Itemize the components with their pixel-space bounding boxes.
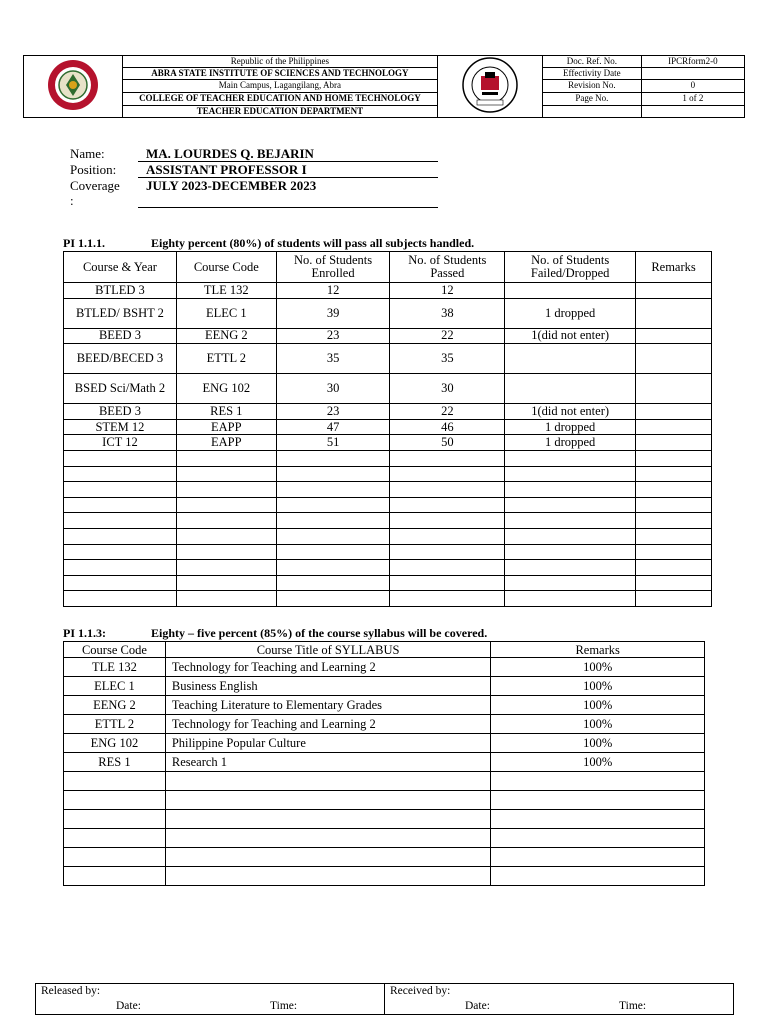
- table-row: [64, 283, 712, 299]
- empty-row: [64, 867, 705, 886]
- pi2-desc: Eighty – five percent (85%) of the course syllabus will be covered.: [151, 626, 488, 640]
- meta-label: Page No.: [542, 92, 641, 105]
- empty-row: [64, 513, 712, 529]
- pi2-code: PI 1.1.3:: [63, 626, 106, 640]
- table-cell: Teaching Literature to Elementary Grades: [165, 696, 490, 715]
- table-cell: 38: [390, 298, 505, 328]
- table-row: [64, 696, 705, 715]
- received-time-label: Time:: [619, 1000, 647, 1012]
- column-header: Course Code: [176, 252, 276, 283]
- table-cell: BEED/BECED 3: [64, 344, 177, 374]
- empty-row: [64, 560, 712, 576]
- meta-label: Effectivity Date: [542, 68, 641, 80]
- released-cell: [36, 984, 385, 1015]
- table-cell: 100%: [491, 715, 705, 734]
- released-label: Released by:: [41, 985, 101, 997]
- table-cell: TLE 132: [64, 658, 166, 677]
- table-cell: ELEC 1: [176, 298, 276, 328]
- table-row: [64, 435, 712, 451]
- table-row: [64, 344, 712, 374]
- header-line1: Republic of the Philippines: [122, 56, 437, 68]
- table-row: [64, 298, 712, 328]
- table-cell: 35: [390, 344, 505, 374]
- table-cell: BTLED 3: [64, 283, 177, 299]
- meta-value: 1 of 2: [641, 92, 744, 105]
- table-cell: [636, 344, 712, 374]
- coverage-label: Coverage: [70, 178, 120, 193]
- table-cell: EENG 2: [176, 328, 276, 344]
- pi1-title: [63, 236, 474, 251]
- college-seal-cell: [438, 56, 543, 118]
- pi1-table: [63, 251, 712, 607]
- table-cell: BTLED/ BSHT 2: [64, 298, 177, 328]
- released-date-label: Date:: [116, 1000, 141, 1012]
- empty-row: [64, 575, 712, 591]
- meta-value: 0: [641, 80, 744, 92]
- empty-row: [64, 544, 712, 560]
- table-cell: EAPP: [176, 435, 276, 451]
- underline: [138, 207, 438, 208]
- header-line2: ABRA STATE INSTITUTE OF SCIENCES AND TECHNOLOGY: [122, 68, 437, 80]
- table-cell: 1 dropped: [505, 435, 636, 451]
- empty-row: [64, 450, 712, 466]
- table-cell: 50: [390, 435, 505, 451]
- column-header: Remarks: [491, 642, 705, 658]
- released-time-label: Time:: [270, 1000, 298, 1012]
- table-cell: BSED Sci/Math 2: [64, 374, 177, 404]
- table-cell: [636, 404, 712, 420]
- empty-row: [64, 528, 712, 544]
- table-row: [64, 658, 705, 677]
- column-header: Course Code: [64, 642, 166, 658]
- pi2-table: [63, 641, 705, 886]
- meta-label: Revision No.: [542, 80, 641, 92]
- table-cell: 100%: [491, 677, 705, 696]
- table-cell: EAPP: [176, 419, 276, 435]
- table-cell: ETTL 2: [64, 715, 166, 734]
- table-cell: RES 1: [64, 753, 166, 772]
- table-cell: RES 1: [176, 404, 276, 420]
- table-row: [64, 753, 705, 772]
- table-row: [64, 404, 712, 420]
- empty-row: [64, 482, 712, 498]
- table-cell: 1 dropped: [505, 419, 636, 435]
- table-cell: 100%: [491, 696, 705, 715]
- table-header-row: [64, 642, 705, 658]
- received-date-label: Date:: [465, 1000, 490, 1012]
- pi1-code: PI 1.1.1.: [63, 236, 105, 250]
- table-cell: ENG 102: [176, 374, 276, 404]
- table-cell: 1(did not enter): [505, 404, 636, 420]
- column-header: No. of Students Enrolled: [276, 252, 390, 283]
- meta-blank: [542, 105, 641, 117]
- empty-row: [64, 591, 712, 607]
- table-cell: 46: [390, 419, 505, 435]
- column-header: No. of Students Passed: [390, 252, 505, 283]
- table-cell: 1 dropped: [505, 298, 636, 328]
- position-value: ASSISTANT PROFESSOR I: [146, 162, 307, 177]
- header-line4: COLLEGE OF TEACHER EDUCATION AND HOME TECHNOLOGY: [122, 92, 437, 105]
- table-row: [64, 677, 705, 696]
- table-cell: [636, 283, 712, 299]
- received-label: Received by:: [390, 985, 451, 997]
- pi1-desc: Eighty percent (80%) of students will pass all subjects handled.: [151, 236, 475, 250]
- name-row: [70, 146, 440, 162]
- table-cell: 30: [276, 374, 390, 404]
- column-header: Remarks: [636, 252, 712, 283]
- meta-value: [641, 68, 744, 80]
- table-cell: [505, 344, 636, 374]
- position-row: [70, 162, 440, 178]
- institute-seal-icon: [47, 59, 99, 111]
- table-cell: 1(did not enter): [505, 328, 636, 344]
- coverage-colon: :: [70, 193, 74, 208]
- empty-row: [64, 791, 705, 810]
- table-cell: BEED 3: [64, 328, 177, 344]
- position-label: Position:: [70, 162, 117, 177]
- empty-row: [64, 829, 705, 848]
- column-header: Course & Year: [64, 252, 177, 283]
- table-cell: Business English: [165, 677, 490, 696]
- table-cell: 12: [390, 283, 505, 299]
- header-line5: TEACHER EDUCATION DEPARTMENT: [122, 105, 437, 117]
- empty-row: [64, 466, 712, 482]
- table-cell: Technology for Teaching and Learning 2: [165, 658, 490, 677]
- received-cell: [385, 984, 734, 1015]
- table-row: [64, 419, 712, 435]
- table-cell: [636, 374, 712, 404]
- empty-row: [64, 772, 705, 791]
- table-cell: [505, 374, 636, 404]
- coverage-value: JULY 2023-DECEMBER 2023: [146, 178, 317, 193]
- header-line3: Main Campus, Lagangilang, Abra: [122, 80, 437, 92]
- table-cell: [636, 419, 712, 435]
- column-header: Course Title of SYLLABUS: [165, 642, 490, 658]
- table-cell: 12: [276, 283, 390, 299]
- table-cell: STEM 12: [64, 419, 177, 435]
- table-cell: ENG 102: [64, 734, 166, 753]
- table-cell: [636, 328, 712, 344]
- table-row: [64, 374, 712, 404]
- table-cell: ICT 12: [64, 435, 177, 451]
- table-cell: 100%: [491, 753, 705, 772]
- table-cell: 100%: [491, 658, 705, 677]
- table-cell: 30: [390, 374, 505, 404]
- table-cell: TLE 132: [176, 283, 276, 299]
- table-cell: 22: [390, 328, 505, 344]
- table-cell: [636, 298, 712, 328]
- table-cell: Research 1: [165, 753, 490, 772]
- table-cell: 100%: [491, 734, 705, 753]
- table-cell: Philippine Popular Culture: [165, 734, 490, 753]
- coverage-row: [70, 178, 440, 208]
- table-row: [64, 715, 705, 734]
- table-cell: 51: [276, 435, 390, 451]
- college-seal-icon: [461, 56, 519, 114]
- table-cell: [636, 435, 712, 451]
- empty-row: [64, 810, 705, 829]
- meta-label: Doc. Ref. No.: [542, 56, 641, 68]
- table-cell: 23: [276, 328, 390, 344]
- table-cell: 22: [390, 404, 505, 420]
- table-cell: BEED 3: [64, 404, 177, 420]
- institute-seal-cell: [24, 56, 123, 118]
- column-header: No. of Students Failed/Dropped: [505, 252, 636, 283]
- table-cell: [505, 283, 636, 299]
- table-cell: EENG 2: [64, 696, 166, 715]
- table-cell: 39: [276, 298, 390, 328]
- empty-row: [64, 497, 712, 513]
- table-cell: ETTL 2: [176, 344, 276, 374]
- signature-footer: [35, 983, 734, 1015]
- empty-row: [64, 848, 705, 867]
- table-cell: 47: [276, 419, 390, 435]
- meta-value: IPCRform2-0: [641, 56, 744, 68]
- table-cell: ELEC 1: [64, 677, 166, 696]
- pi2-title: [63, 626, 487, 641]
- table-header-row: [64, 252, 712, 283]
- table-row: [64, 734, 705, 753]
- table-cell: 23: [276, 404, 390, 420]
- document-header: [23, 55, 745, 118]
- name-value: MA. LOURDES Q. BEJARIN: [146, 146, 314, 161]
- table-cell: 35: [276, 344, 390, 374]
- table-row: [64, 328, 712, 344]
- name-label: Name:: [70, 146, 105, 161]
- table-cell: Technology for Teaching and Learning 2: [165, 715, 490, 734]
- meta-blank: [641, 105, 744, 117]
